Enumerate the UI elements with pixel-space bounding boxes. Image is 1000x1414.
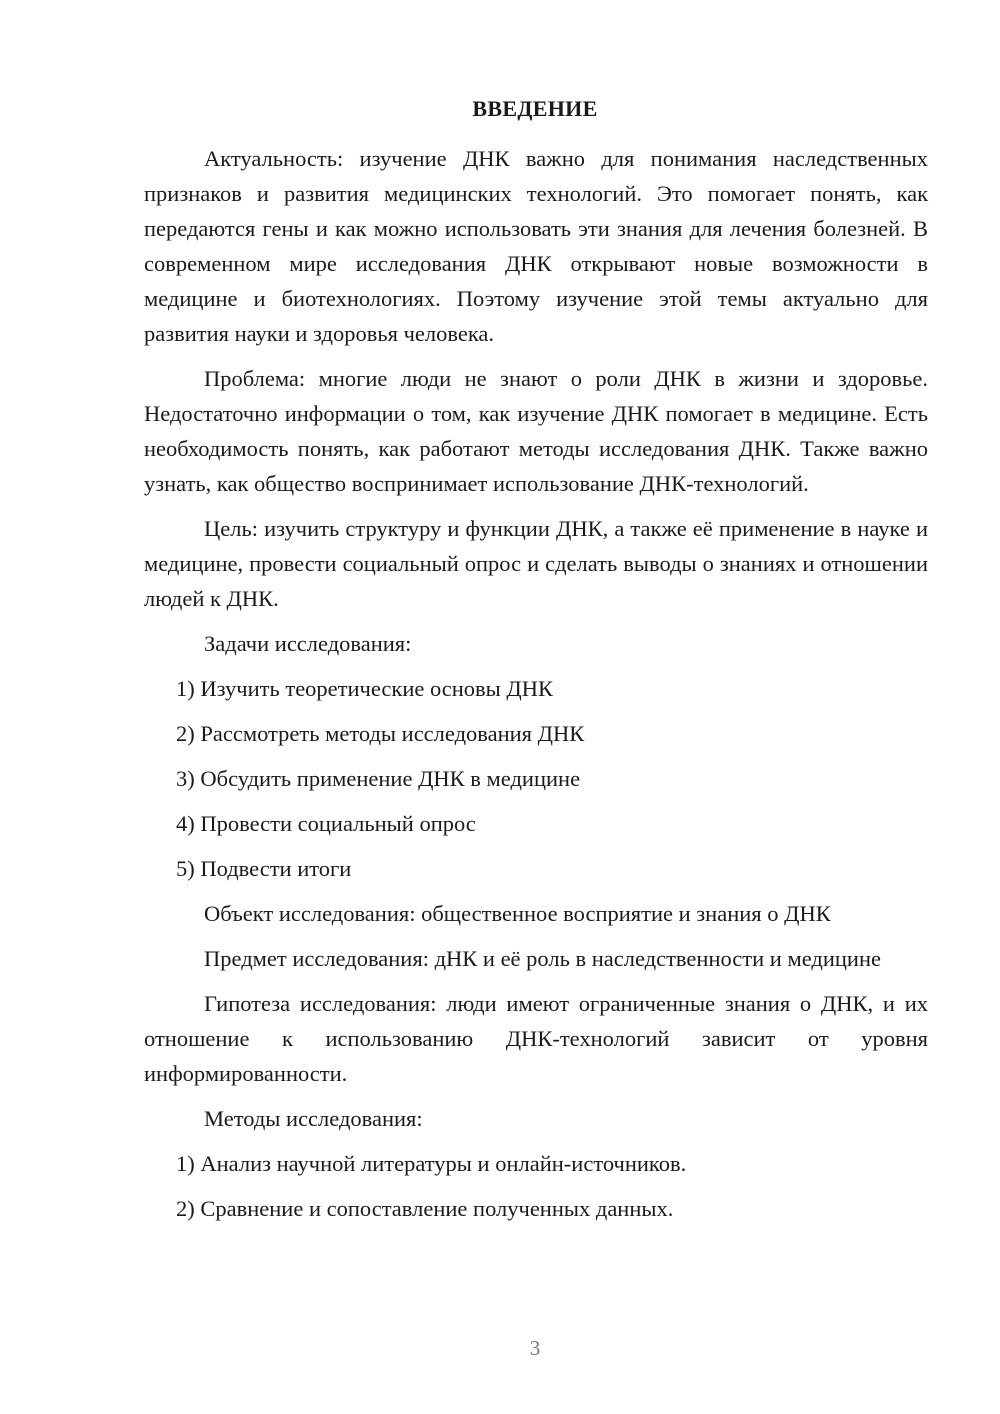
method-item: 2) Сравнение и сопоставление полученных данных. (176, 1196, 674, 1221)
task-item: 3) Обсудить применение ДНК в медицине (176, 766, 581, 791)
task-item: 1) Изучить теоретические основы ДНК (176, 676, 554, 701)
task-item: 5) Подвести итоги (176, 856, 352, 881)
task-item: 4) Провести социальный опрос (176, 811, 476, 836)
problem-paragraph: Проблема: многие люди не знают о роли ДНК в жизни и здоровье. Недостаточно информации о том, как изучение ДНК помогает в медицине. Есть необходимость понять, как работают методы исследования ДНК. Также важно узнать, как общество воспринимает использование ДНК-технологий. (144, 366, 928, 496)
tasks-heading: Задачи исследования: (204, 631, 412, 656)
method-item: 1) Анализ научной литературы и онлайн-источников. (176, 1151, 687, 1176)
page-content (144, 141, 928, 1236)
section-title: ВВЕДЕНИЕ (472, 96, 598, 121)
relevance-paragraph: Актуальность: изучение ДНК важно для понимания наследственных признаков и развития медицинских технологий. Это помогает понять, как передаются гены и как можно использовать эти знания для лечения болезней. В современном мире исследования ДНК открывают новые возможности в медицине и биотехнологиях. Поэтому изучение этой темы актуально для развития науки и здоровья человека. (144, 146, 928, 346)
goal-paragraph: Цель: изучить структуру и функции ДНК, а также её применение в науке и медицине, провести социальный опрос и сделать выводы о знаниях и отношении людей к ДНК. (144, 516, 928, 611)
hypothesis-paragraph: Гипотеза исследования: люди имеют ограниченные знания о ДНК, и их отношение к использованию ДНК-технологий зависит от уровня информированности. (144, 991, 928, 1086)
page-number: 3 (529, 1336, 541, 1360)
subject-paragraph: Предмет исследования: дНК и её роль в наследственности и медицине (204, 946, 881, 971)
methods-heading: Методы исследования: (204, 1106, 423, 1131)
object-paragraph: Объект исследования: общественное восприятие и знания о ДНК (204, 901, 831, 926)
task-item: 2) Рассмотреть методы исследования ДНК (176, 721, 585, 746)
